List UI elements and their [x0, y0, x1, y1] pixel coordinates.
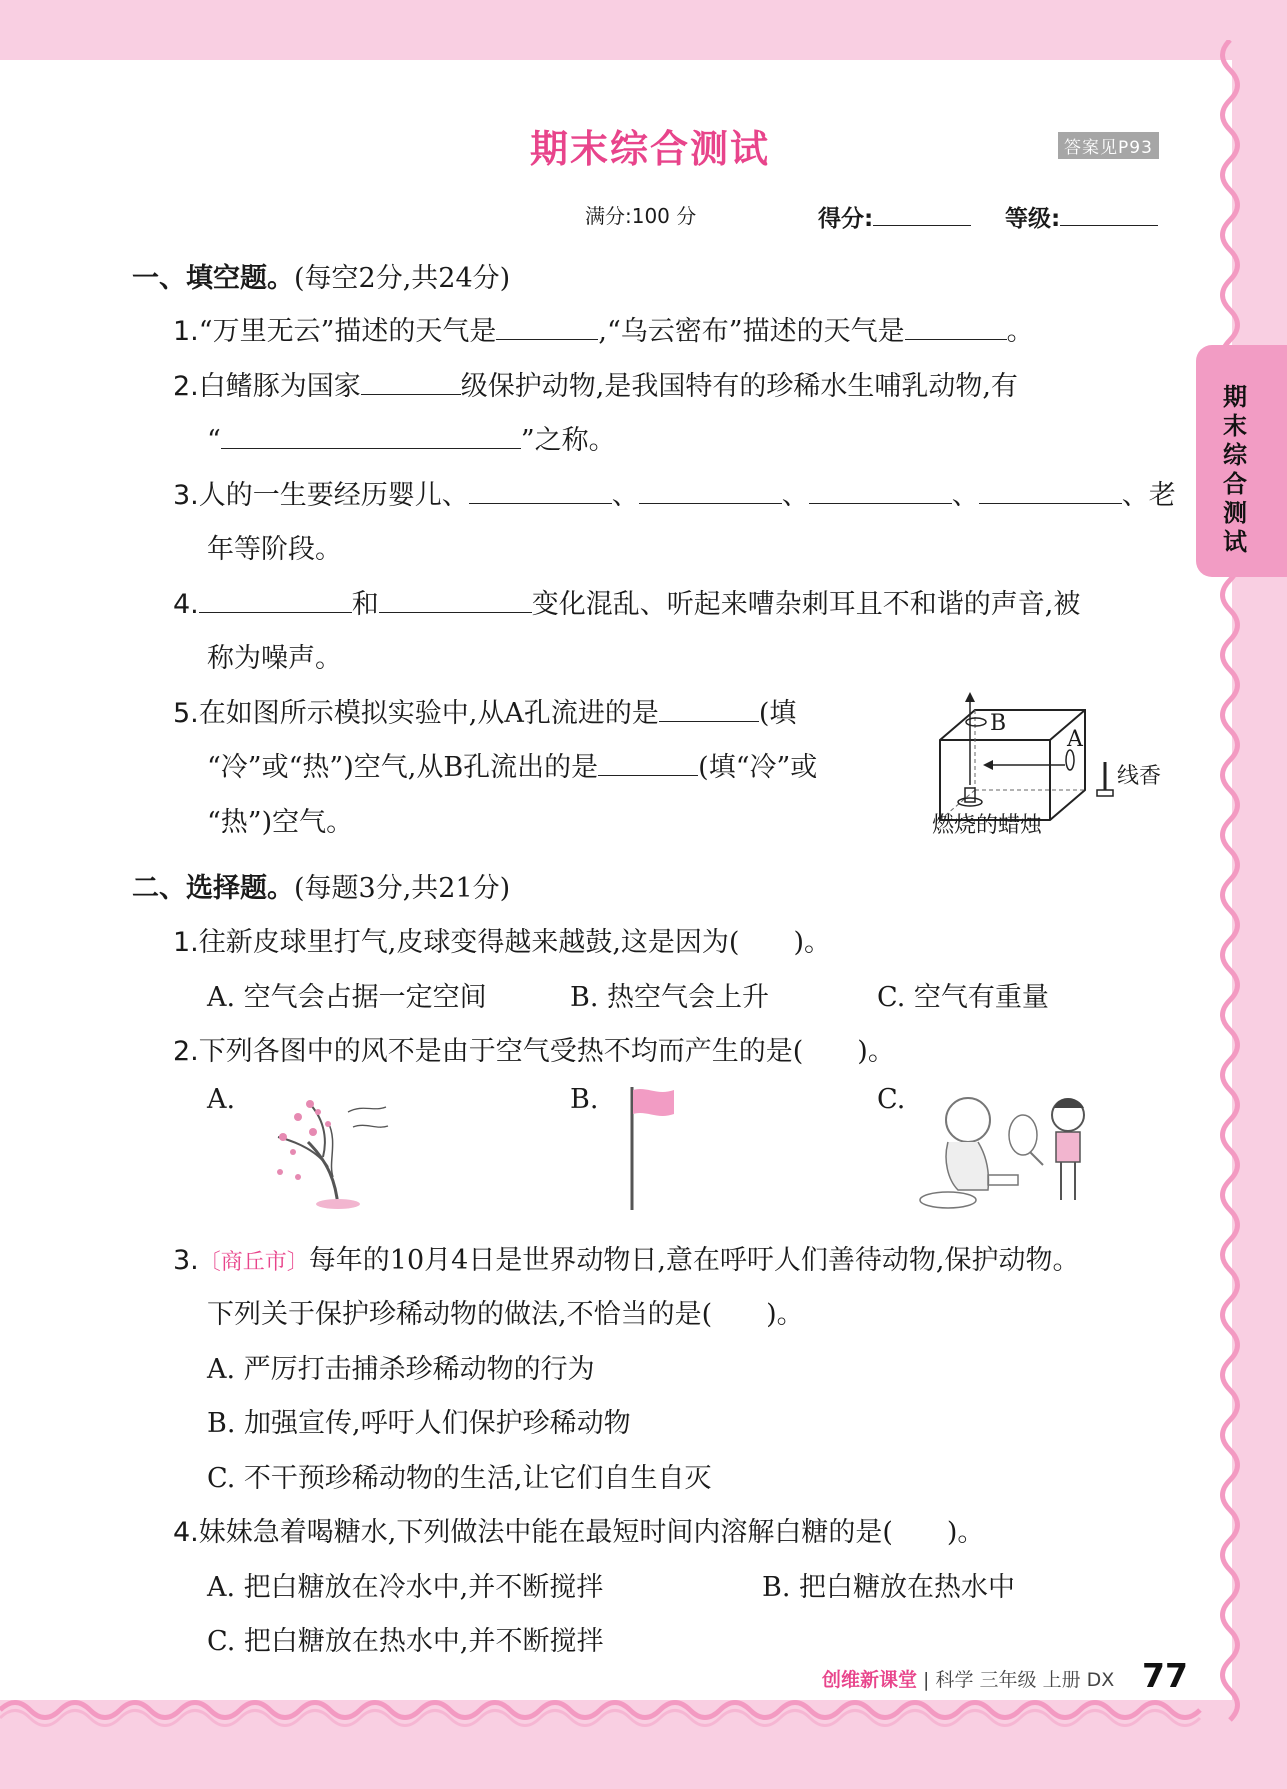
answer-blank[interactable] [361, 367, 461, 395]
full-score: 满分:100 分 [585, 204, 697, 228]
bottom-wave-border [0, 1690, 1287, 1750]
footer-divider: | [917, 1669, 936, 1691]
flag-picture [622, 1082, 682, 1212]
question-text: 、老 [1121, 480, 1176, 511]
s2-q2-option-b[interactable]: B. [570, 1084, 599, 1115]
right-wave-border [1190, 40, 1250, 1740]
section-2-heading [132, 866, 510, 905]
question-number: 2. [173, 371, 199, 402]
answer-blank[interactable] [496, 312, 598, 340]
s1-q1 [173, 309, 1034, 348]
section-2-title: 二、选择题。 [132, 873, 294, 904]
question-number: 1. [173, 316, 199, 347]
question-text: 每年的10月4日是世界动物日,意在呼吁人们善待动物,保护动物。 [308, 1245, 1080, 1276]
s2-q2-option-c[interactable]: C. [877, 1084, 906, 1115]
question-text: 妹妹急着喝糖水,下列做法中能在最短时间内溶解白糖的是( )。 [198, 1517, 985, 1548]
s1-q2-cont [207, 418, 616, 457]
score-blank[interactable] [873, 202, 971, 226]
answer-blank[interactable] [659, 694, 759, 722]
question-text: 、 [611, 480, 639, 511]
question-number: 5. [173, 698, 199, 729]
question-text: (填 [758, 698, 797, 729]
region-tag: 〔商丘市〕 [198, 1250, 309, 1275]
side-tab-label: 期末综合测试 [1223, 383, 1247, 556]
question-text: “冷”或“热”)空气,从B孔流出的是 [207, 752, 599, 783]
label-incense: 线香 [1117, 764, 1162, 789]
question-text: ”之称。 [520, 425, 616, 456]
side-tab [1196, 345, 1287, 577]
answer-blank[interactable] [979, 476, 1122, 504]
s2-q4-option-b[interactable]: B. 把白糖放在热水中 [762, 1572, 1016, 1603]
question-text: “万里无云”描述的天气是 [198, 316, 497, 347]
tree-in-wind-picture [268, 1082, 393, 1212]
question-text: “ [207, 425, 221, 456]
s2-q3-stem2: 下列关于保护珍稀动物的做法,不恰当的是( )。 [207, 1299, 804, 1330]
question-text: 在如图所示模拟实验中,从A孔流进的是 [198, 698, 659, 729]
answer-blank[interactable] [905, 312, 1007, 340]
s2-q4 [173, 1510, 984, 1549]
answer-blank[interactable] [469, 476, 612, 504]
s2-q3-option-c[interactable]: C. 不干预珍稀动物的生活,让它们自生自灭 [207, 1463, 712, 1494]
grade-blank[interactable] [1060, 202, 1158, 226]
s1-q2 [173, 364, 1018, 403]
s1-q3 [173, 473, 1176, 512]
grade-field[interactable] [1005, 200, 1158, 233]
s1-q3-cont: 年等阶段。 [207, 534, 342, 565]
page-number: 77 [1142, 1656, 1188, 1695]
question-text: 变化混乱、听起来嘈杂刺耳且不和谐的声音,被 [531, 589, 1081, 620]
answer-reference-badge: 答案见P93 [1058, 132, 1159, 159]
s1-q4-cont: 称为噪声。 [207, 643, 342, 674]
s1-q4 [173, 582, 1080, 621]
s2-q3 [173, 1238, 1079, 1277]
section-1-note: (每空2分,共24分) [294, 263, 511, 294]
question-text: 、 [781, 480, 809, 511]
s2-q2-option-a[interactable]: A. [207, 1084, 236, 1115]
s1-q5-cont1 [207, 745, 817, 784]
answer-blank[interactable] [379, 585, 532, 613]
question-number: 1. [173, 927, 199, 958]
question-number: 3. [173, 480, 199, 511]
question-text: 下列各图中的风不是由于空气受热不均而产生的是( )。 [198, 1036, 895, 1067]
s2-q1-option-c[interactable]: C. 空气有重量 [877, 982, 1049, 1013]
s2-q3-option-b[interactable]: B. 加强宣传,呼吁人们保护珍稀动物 [207, 1408, 631, 1439]
section-1-heading [132, 256, 510, 295]
score-field[interactable] [818, 200, 971, 233]
section-2-note: (每题3分,共21分) [294, 873, 511, 904]
question-text: (填“冷”或 [698, 752, 818, 783]
s2-q1 [173, 920, 831, 959]
score-label: 得分: [818, 206, 874, 232]
question-text: 和 [351, 589, 379, 620]
question-text: ,“乌云密布”描述的天气是 [598, 316, 905, 347]
page-title: 期末综合测试 [530, 127, 771, 171]
answer-blank[interactable] [639, 476, 782, 504]
answer-blank[interactable] [221, 421, 521, 449]
question-text: 往新皮球里打气,皮球变得越来越鼓,这是因为( )。 [198, 927, 831, 958]
question-text: 级保护动物,是我国特有的珍稀水生哺乳动物,有 [460, 371, 1018, 402]
question-number: 3. [173, 1245, 199, 1276]
answer-blank[interactable] [199, 585, 352, 613]
question-text: 人的一生要经历婴儿、 [198, 480, 469, 511]
footer-brand: 创维新课堂 [822, 1669, 918, 1691]
s2-q2 [173, 1029, 895, 1068]
question-text: 、 [951, 480, 979, 511]
answer-blank[interactable] [598, 748, 698, 776]
s2-q1-option-a[interactable]: A. 空气会占据一定空间 [207, 982, 487, 1013]
section-1-title: 一、填空题。 [132, 263, 294, 294]
question-number: 2. [173, 1036, 199, 1067]
question-number: 4. [173, 1517, 199, 1548]
footer-info: 科学 三年级 上册 DX [935, 1669, 1115, 1691]
answer-blank[interactable] [809, 476, 952, 504]
question-text: 。 [1006, 316, 1034, 347]
label-candle: 燃烧的蜡烛 [932, 813, 1043, 838]
fan-washing-picture [918, 1090, 1103, 1215]
s2-q4-option-a[interactable]: A. 把白糖放在冷水中,并不断搅拌 [207, 1572, 604, 1603]
grade-label: 等级: [1005, 206, 1061, 232]
s2-q1-option-b[interactable]: B. 热空气会上升 [570, 982, 770, 1013]
s2-q4-option-c[interactable]: C. 把白糖放在热水中,并不断搅拌 [207, 1626, 604, 1657]
s1-q5-cont2: “热”)空气。 [207, 807, 354, 838]
label-hole-b: B [990, 711, 1007, 736]
question-text: 白鳍豚为国家 [198, 371, 361, 402]
footer [822, 1665, 1114, 1692]
s2-q3-option-a[interactable]: A. 严厉打击捕杀珍稀动物的行为 [207, 1354, 595, 1385]
label-hole-a: A [1067, 727, 1083, 752]
question-number: 4. [173, 589, 199, 620]
s1-q5 [173, 691, 796, 730]
